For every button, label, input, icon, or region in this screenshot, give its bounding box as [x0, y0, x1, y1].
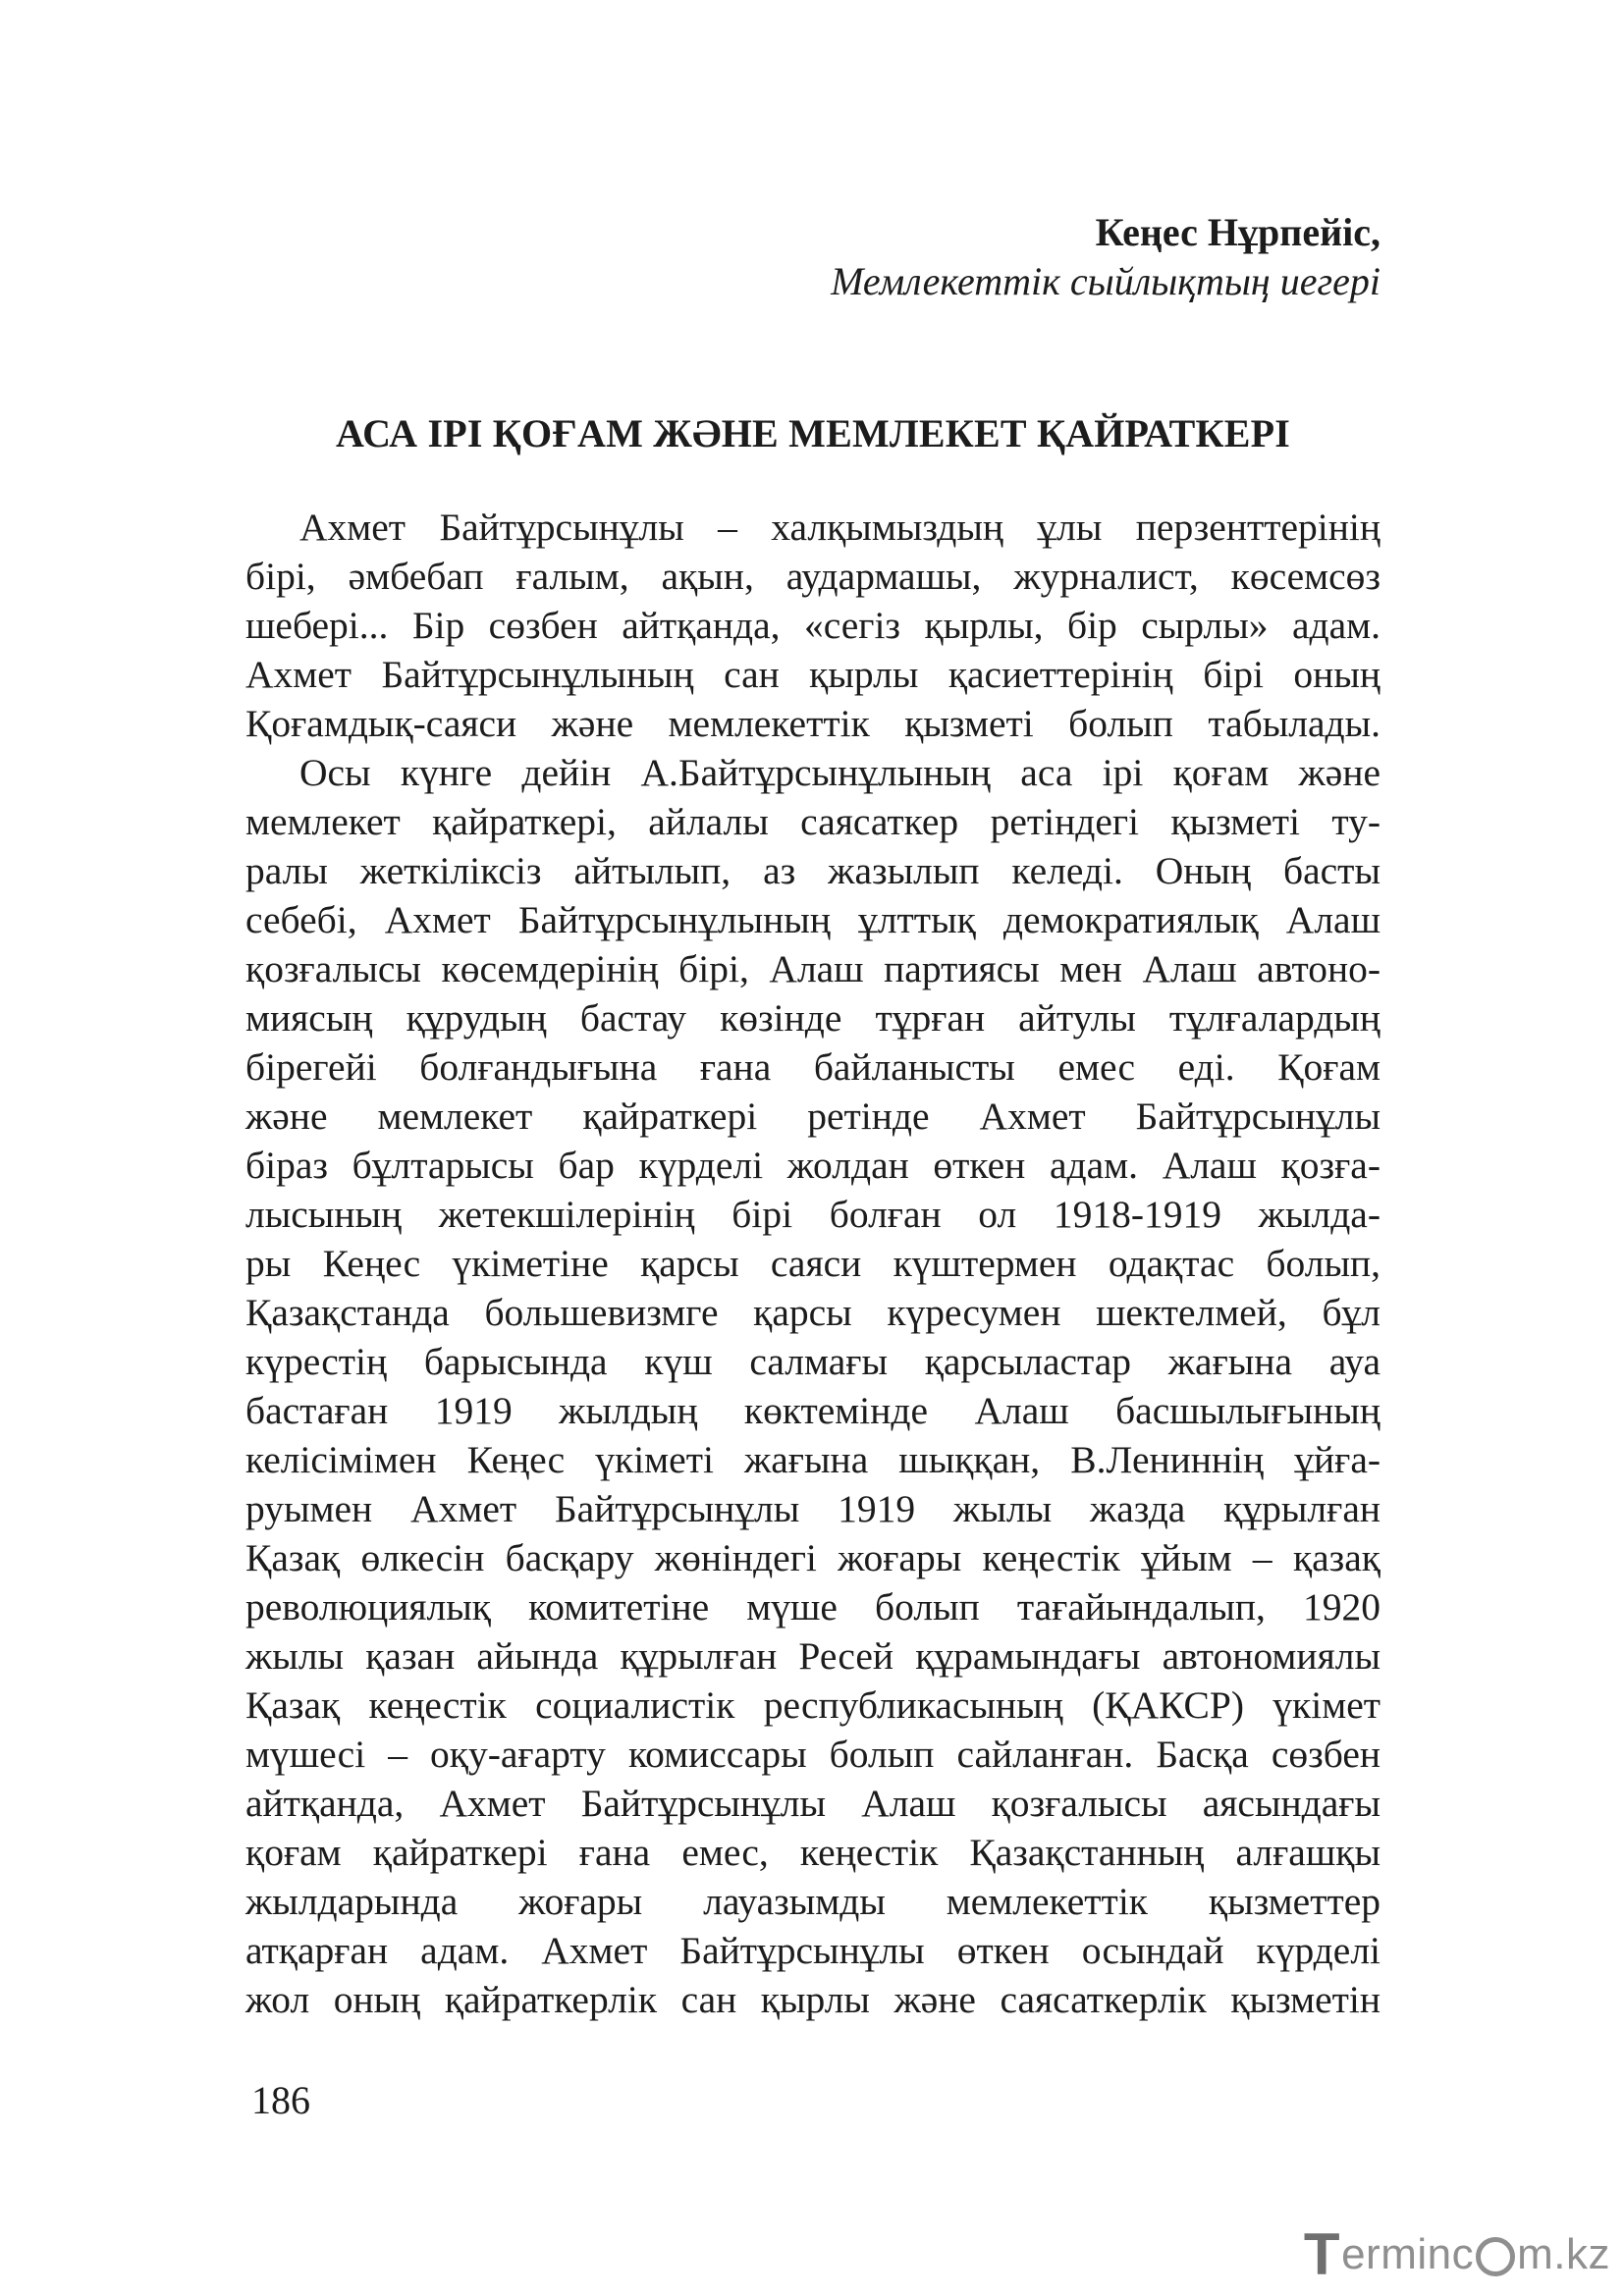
text-line: Қоғамдық-саяси және мемлекеттік қызметі болып табылады. [245, 702, 1380, 745]
paragraph [245, 503, 1380, 748]
text-line: мүшесі – оқу-ағарту комиссары болып сайланған. Басқа сөзбен [245, 1733, 1380, 1776]
text-line: лысының жетекшілерінің бірі болған ол 1918-1919 жылда- [245, 1193, 1380, 1236]
author-title: Мемлекеттік сыйлықтың иегері [831, 259, 1380, 303]
watermark-circle-icon [1476, 2237, 1515, 2276]
text-line: Ахмет Байтұрсынұлы – халқымыздың ұлы перзенттерінің [299, 506, 1380, 549]
text-line: Қазақстанда большевизмге қарсы күресумен шектелмей, бұл [245, 1291, 1380, 1334]
text-line: мемлекет қайраткері, айлалы саясаткер ретіндегі қызметі ту- [245, 800, 1380, 843]
text-line: жол оның қайраткерлік сан қырлы және саясаткерлік қызметін [245, 1978, 1380, 2021]
text-line: шебері... Бір сөзбен айтқанда, «сегіз қырлы, бір сырлы» адам. [245, 604, 1380, 647]
watermark-text-part-1: erminc [1341, 2229, 1475, 2278]
text-line: Қазақ өлкесін басқару жөніндегі жоғары кеңестік ұйым – қазақ [245, 1536, 1380, 1579]
text-line: біраз бұлтарысы бар күрделі жолдан өткен адам. Алаш қозға- [245, 1144, 1380, 1187]
watermark-text-part-2: m.kz [1517, 2229, 1610, 2278]
text-line: бірегейі болғандығына ғана байланысты емес еді. Қоғам [245, 1045, 1380, 1089]
text-line: жылдарында жоғары лауазымды мемлекеттік қызметтер [245, 1880, 1380, 1923]
text-line: қоғам қайраткері ғана емес, кеңестік Қазақстанның алғашқы [245, 1831, 1380, 1874]
text-line: себебі, Ахмет Байтұрсынұлының ұлттық демократиялық Алаш [245, 898, 1380, 941]
author-block [831, 208, 1380, 306]
text-line: жылы қазан айында құрылған Ресей құрамындағы автономиялы [245, 1634, 1380, 1678]
text-line: бірі, әмбебап ғалым, ақын, аудармашы, журналист, көсемсөз [245, 555, 1380, 598]
paragraph [245, 748, 1380, 2024]
text-line: атқарған адам. Ахмет Байтұрсынұлы өткен осындай күрделі [245, 1929, 1380, 1972]
text-line: бастаған 1919 жылдың көктемінде Алаш басшылығының [245, 1389, 1380, 1432]
article-title: АСА ІРІ ҚОҒАМ ЖӘНЕ МЕМЛЕКЕТ ҚАЙРАТКЕРІ [335, 411, 1291, 455]
text-line: миясың құрудың бастау көзінде тұрған айтулы тұлғалардың [245, 996, 1380, 1040]
terminkom-watermark-logo [1304, 2220, 1610, 2288]
text-line: және мемлекет қайраткері ретінде Ахмет Байтұрсынұлы [245, 1095, 1380, 1138]
author-name: Кеңес Нұрпейіс, [1095, 210, 1380, 254]
text-line: Қазақ кеңестік социалистік республикасының (ҚАКСР) үкімет [245, 1683, 1380, 1727]
text-line: қозғалысы көсемдерінің бірі, Алаш партиясы мен Алаш автоно- [245, 947, 1380, 990]
text-line: келісімімен Кеңес үкіметі жағына шыққан, В.Лениннің ұйға- [245, 1438, 1380, 1481]
watermark-t-letter: T [1303, 2221, 1341, 2287]
text-line: руымен Ахмет Байтұрсынұлы 1919 жылы жазда құрылған [245, 1487, 1380, 1530]
text-line: Ахмет Байтұрсынұлының сан қырлы қасиеттерінің бірі оның [245, 653, 1380, 696]
text-line: ры Кеңес үкіметіне қарсы саяси күштермен одақтас болып, [245, 1242, 1380, 1285]
text-line: күрестің барысында күш салмағы қарсыластар жағына ауа [245, 1340, 1380, 1383]
article-body [245, 503, 1380, 2024]
page-number: 186 [251, 2078, 310, 2122]
text-line: ралы жеткіліксіз айтылып, аз жазылып келеді. Оның басты [245, 849, 1380, 892]
text-line: Осы күнге дейін А.Байтұрсынұлының аса ірі қоғам және [299, 751, 1380, 794]
text-line: революциялық комитетіне мүше болып тағайындалып, 1920 [245, 1585, 1380, 1629]
text-line: айтқанда, Ахмет Байтұрсынұлы Алаш қозғалысы аясындағы [245, 1782, 1380, 1825]
